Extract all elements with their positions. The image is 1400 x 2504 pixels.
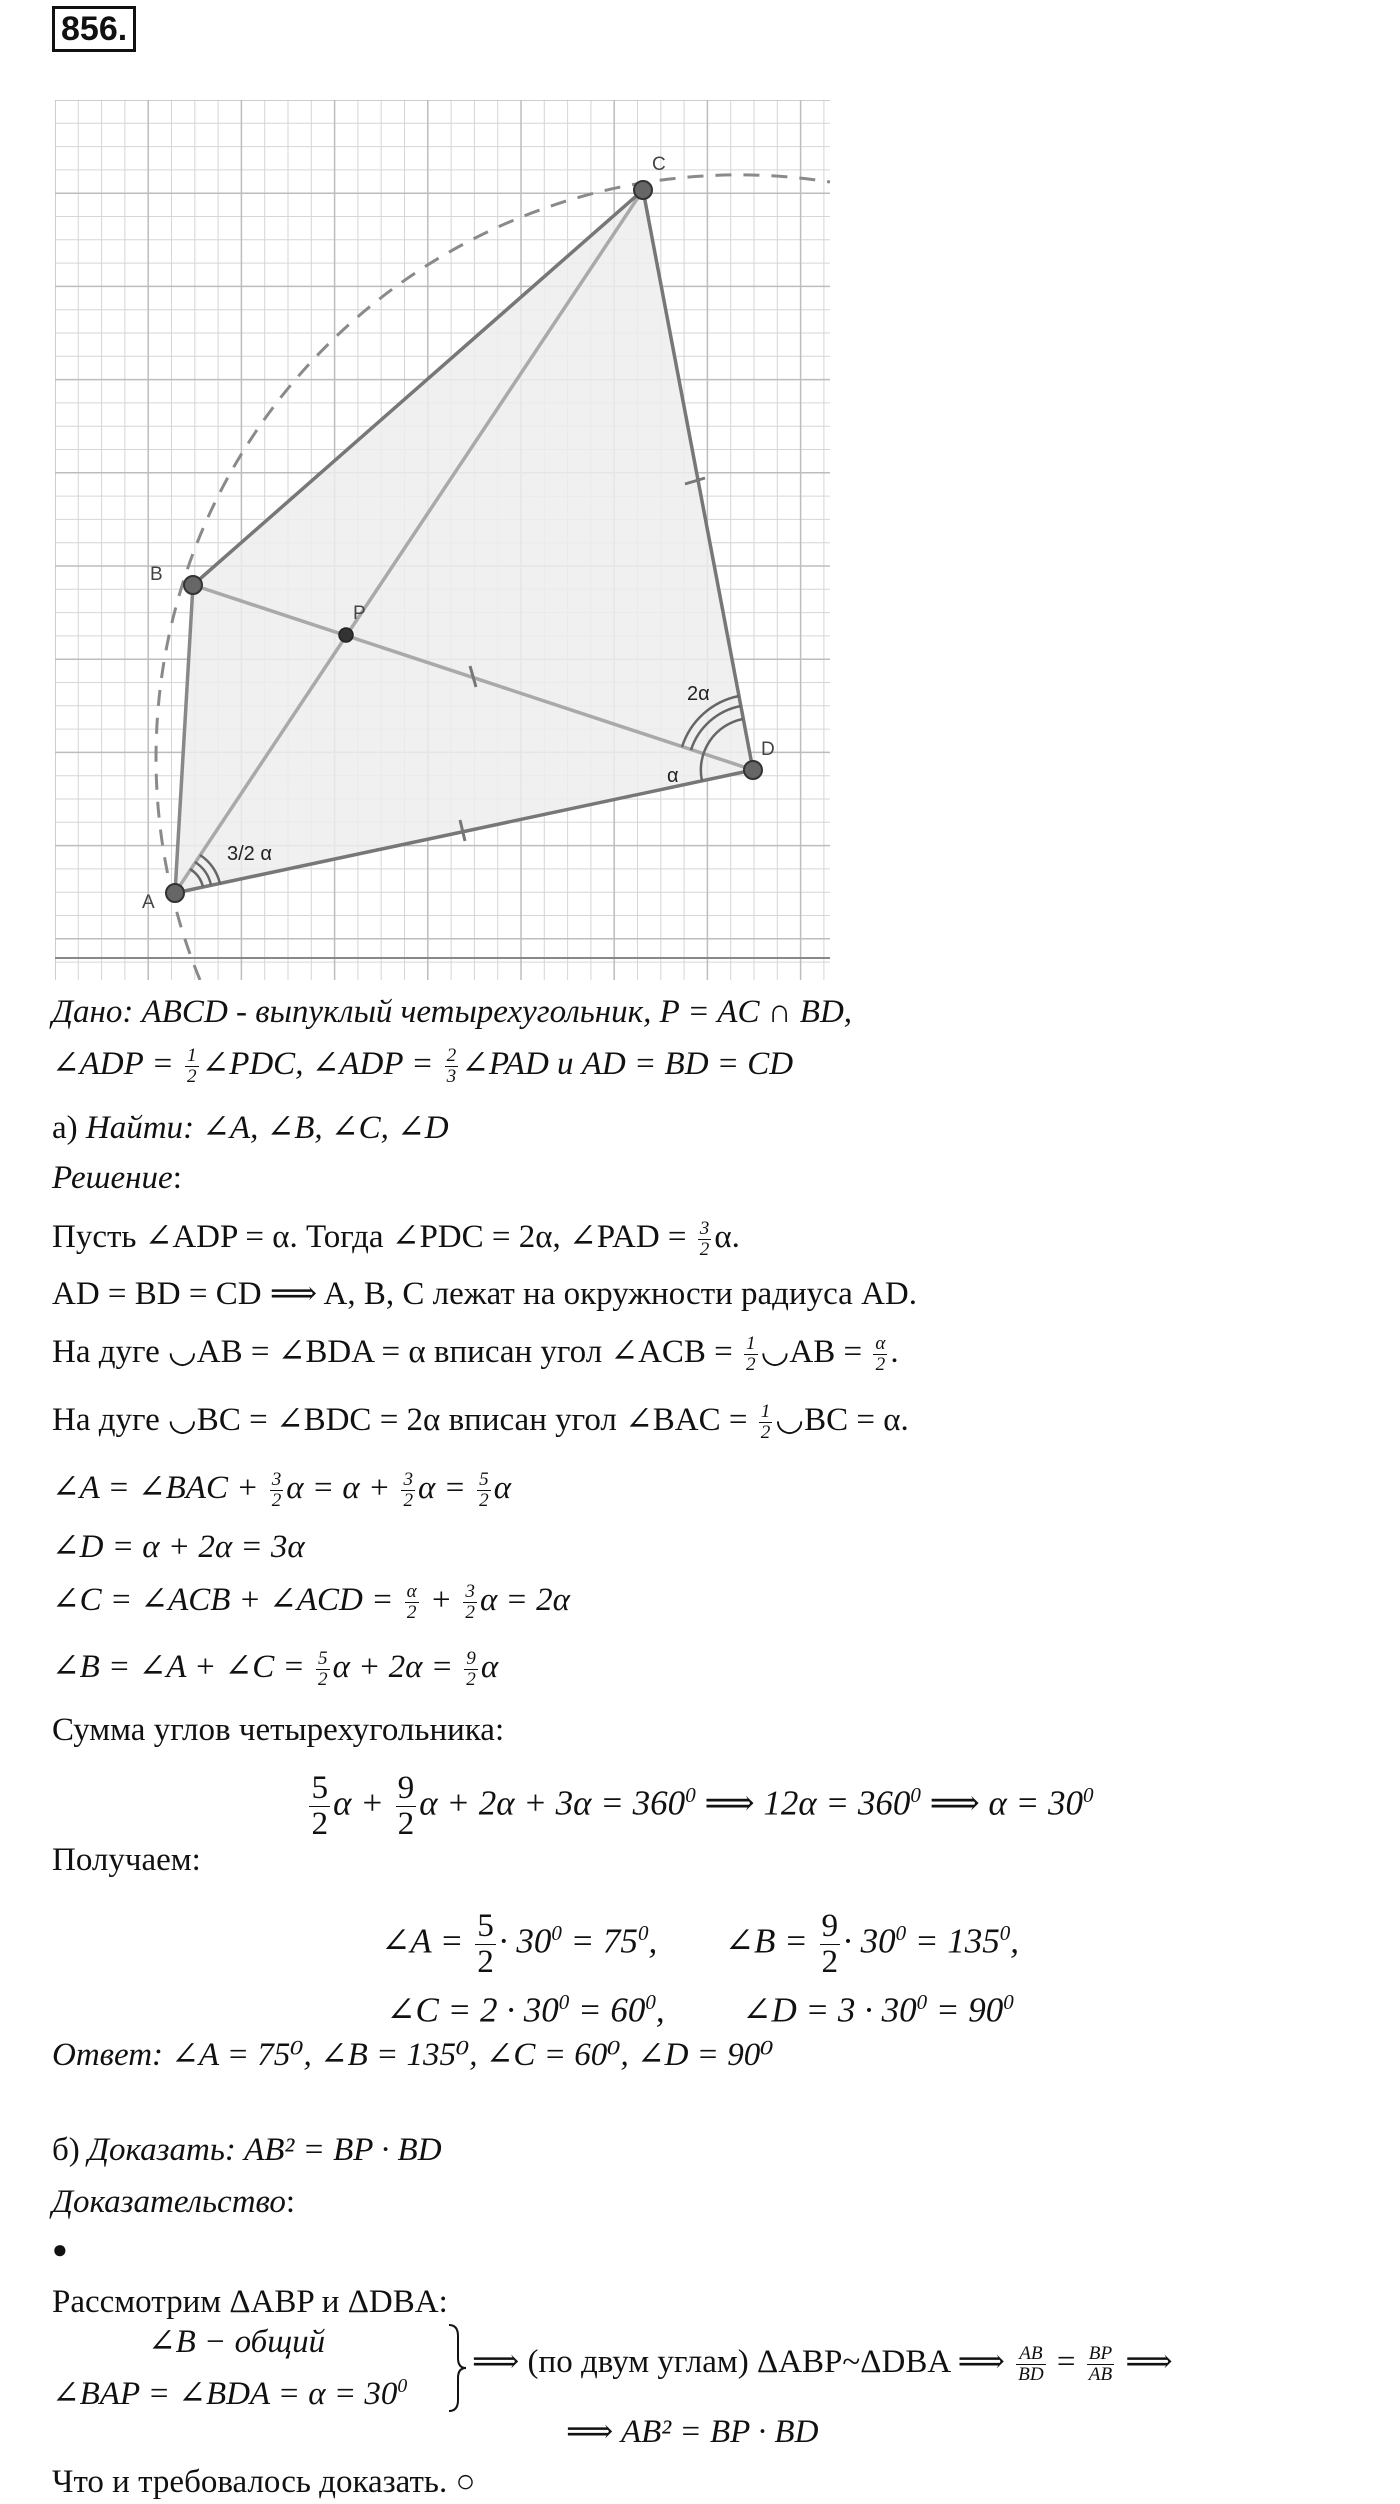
get-text: Получаем: [52, 1842, 201, 1878]
given-2b: ∠PDC, ∠ADP = [201, 1046, 442, 1082]
frac-1-2: $\frac{1}{2}$ [186, 1044, 197, 1087]
given-line-1 [52, 990, 852, 1034]
problem-number: 856. [52, 6, 136, 52]
equation-c: ∠C = ∠ACB + ∠ACD = $\frac{\alpha}{2}$ + $\frac{3}{2}$ α = 2α [52, 1580, 570, 1623]
answer-line: Ответ: ∠A = 75⁰, ∠B = 135⁰, ∠C = 60⁰, ∠D = 90⁰ [52, 2037, 774, 2073]
equation-a: ∠A = ∠BAC + $\frac{3}{2}$ α = α + $\frac{3}{2}$ α = $\frac{5}{2}$ α [52, 1468, 512, 1511]
geometry-figure [55, 100, 845, 980]
point-p [339, 628, 353, 642]
given-text-1: : ABCD - выпуклый четырехугольник, P = AC ∩ BD, [122, 994, 853, 1030]
point-c [634, 181, 652, 199]
label-angle-d-upper: 2α [687, 683, 710, 705]
result-line-1: ∠A = $\frac{5}{2}$ · $30^0 = 75^0$, ∠B = $\frac{9}{2}$ · $30^0 = 135^0$, [380, 1907, 1020, 1981]
prove-line: б) Доказать: AB² = BP · BD [52, 2132, 442, 2168]
final-equation: ⟹ AB² = BP · BD [566, 2414, 819, 2450]
given-2a: ∠ADP = [52, 1046, 182, 1082]
step-4: На дуге ◡BC = ∠BDC = 2α вписан угол ∠BAC = $\frac{1}{2}$ ◡BC = α. [52, 1400, 909, 1443]
brace [446, 2322, 468, 2414]
given-word: Дано [52, 994, 123, 1030]
equation-b: ∠B = ∠A + ∠C = $\frac{5}{2}$ α + 2α = $\frac{9}{2}$ α [52, 1647, 499, 1690]
label-d: D [761, 739, 775, 760]
label-c: C [652, 154, 666, 175]
condition-2: ∠BAP = ∠BDA = $\alpha = 30^0$ [52, 2375, 408, 2412]
proof-heading: Доказательство: [52, 2184, 296, 2220]
conclusion-line: ⟹ (по двум углам) ΔABP~ΔDBA ⟹ $\frac{AB}{BD}$ = $\frac{BP}{AB}$ ⟹ [472, 2342, 1173, 2385]
label-p: P [353, 603, 366, 624]
condition-1: ∠B − общий [148, 2324, 326, 2360]
given-2c: ∠PAD и AD = BD = CD [461, 1046, 794, 1082]
label-angle-a: 3/2 α [227, 843, 272, 865]
point-d [744, 761, 762, 779]
label-angle-d-lower: α [667, 765, 679, 787]
consider-line: Рассмотрим ΔABP и ΔDBA: [52, 2284, 448, 2320]
find-line: а) Найти: ∠A, ∠B, ∠C, ∠D [52, 1110, 449, 1146]
sum-equation: $\frac{5}{2}$ α + $\frac{9}{2}$ $\alpha + 2\alpha + 3\alpha = 360^0$ ⟹ $12\alpha = 360^0$ ⟹ $\alpha = 30^0$ [311, 1769, 1094, 1843]
frac-2-3: $\frac{2}{3}$ [446, 1044, 457, 1087]
point-a [166, 884, 184, 902]
point-b [184, 576, 202, 594]
label-a: A [142, 892, 155, 913]
solution-heading: Решение: [52, 1160, 182, 1196]
bullet: ● [52, 2235, 68, 2264]
step-1: Пусть ∠ADP = α. Тогда ∠PDC = 2α, ∠PAD = $\frac{3}{2}$ α. [52, 1217, 740, 1260]
step-3: На дуге ◡AB = ∠BDA = α вписан угол ∠ACB = $\frac{1}{2}$ ◡AB = $\frac{\alpha}{2}$ . [52, 1332, 899, 1375]
sum-text: Сумма углов четырехугольника: [52, 1712, 505, 1748]
equation-d: ∠D = α + 2α = 3α [52, 1529, 305, 1565]
qed-line: Что и требовалось доказать. ○ [52, 2464, 476, 2500]
label-b: B [150, 564, 163, 585]
step-2: AD = BD = CD ⟹ A, B, C лежат на окружности радиуса AD. [52, 1276, 917, 1312]
result-line-2: ∠C = $2 \cdot 30^0 = 60^0$, ∠D = $3 \cdot 30^0 = 90^0$ [386, 1990, 1014, 2030]
given-line-2 [52, 1042, 793, 1087]
find-word: Найти [85, 1110, 184, 1146]
